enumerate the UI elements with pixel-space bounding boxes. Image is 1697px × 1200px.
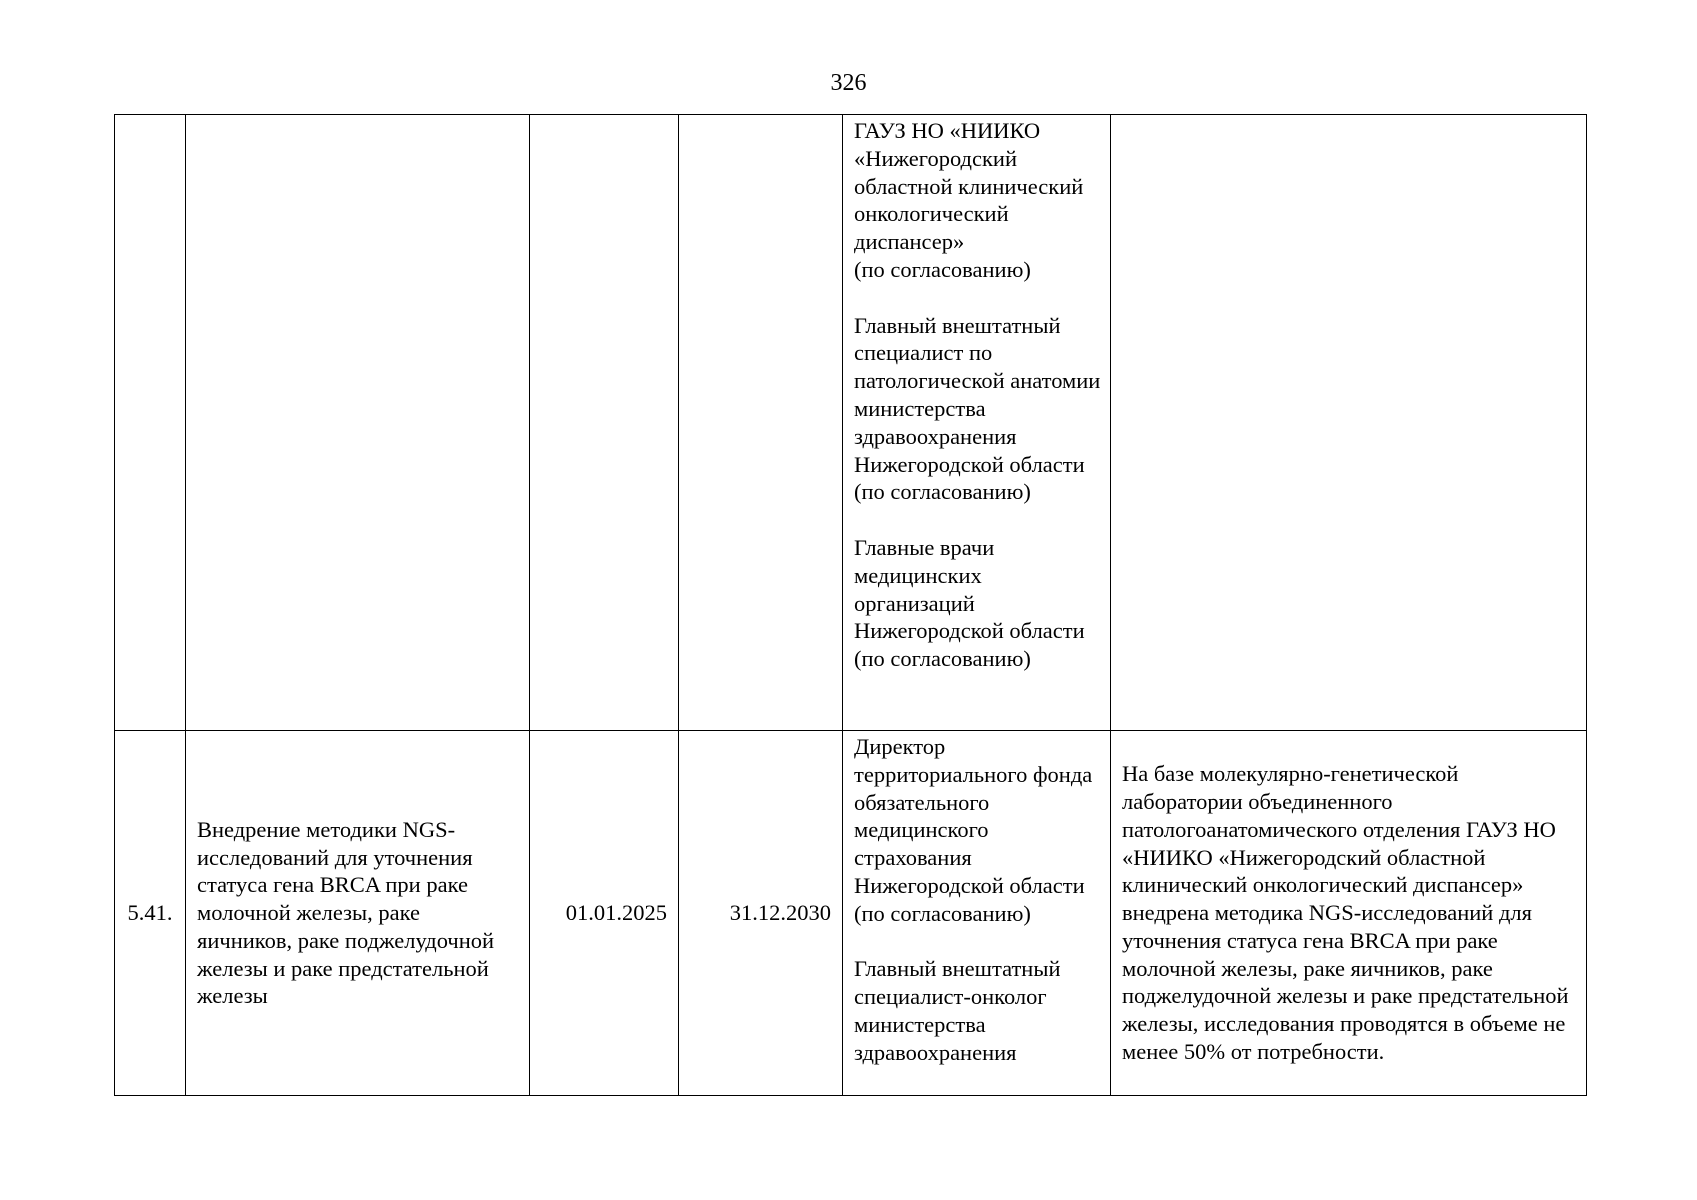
- end-date-cell: [679, 115, 843, 731]
- executors-cell: Директор территориального фонда обязательного медицинского страхования Нижегородской области (по согласованию) Главный внештатный специалист-онколог министерства здравоохранения: [843, 731, 1111, 1096]
- measure-name-cell: [186, 115, 530, 731]
- row-number-cell: [115, 115, 186, 731]
- measures-table: [114, 114, 1587, 1096]
- row-number-cell: 5.41.: [115, 731, 186, 1096]
- table-row: [115, 115, 1587, 731]
- measure-name-cell: Внедрение методики NGS-исследований для уточнения статуса гена BRCA при раке молочной железы, раке яичников, раке поджелудочной железы и раке предстательной железы: [186, 731, 530, 1096]
- start-date-cell: [530, 115, 679, 731]
- start-date-cell: 01.01.2025: [530, 731, 679, 1096]
- table-row: [115, 731, 1587, 1096]
- result-cell: [1111, 115, 1587, 731]
- page-number: 326: [830, 70, 867, 96]
- end-date-cell: 31.12.2030: [679, 731, 843, 1096]
- result-cell: На базе молекулярно-генетической лаборатории объединенного патологоанатомического отделения ГАУЗ НО «НИИКО «Нижегородский областной клинический онкологический диспансер» внедрена методика NGS-исследований для уточнения статуса гена BRCA при раке молочной железы, раке яичников, раке поджелудочной железы и раке предстательной железы, исследования проводятся в объеме не менее 50% от потребности.: [1111, 731, 1587, 1096]
- executors-cell: ГАУЗ НО «НИИКО «Нижегородский областной клинический онкологический диспансер» (по согласованию) Главный внештатный специалист по патологической анатомии министерства здравоохранения Нижегородской области (по согласованию) Главные врачи медицинских организаций Нижегородской области (по согласованию): [843, 115, 1111, 731]
